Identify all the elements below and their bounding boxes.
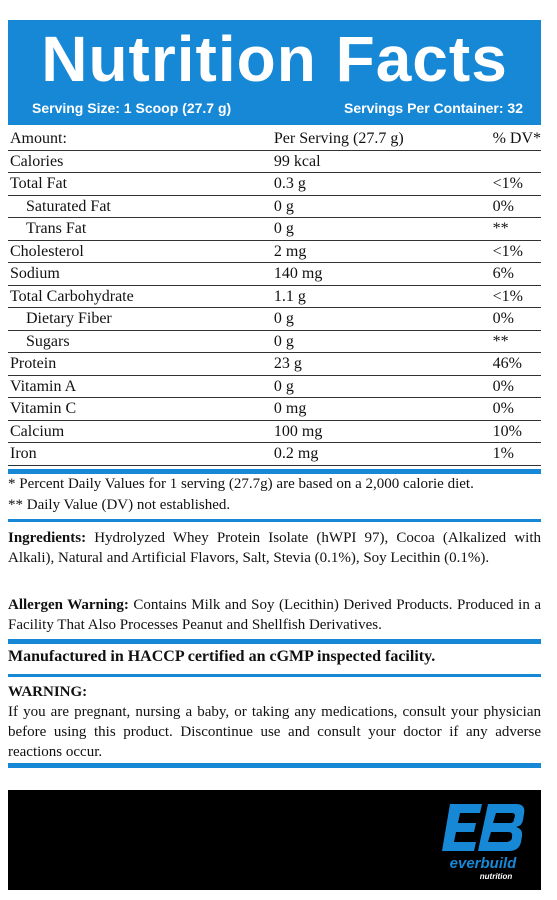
nutrient-daily-value: <1% <box>493 240 541 263</box>
table-header-row <box>8 128 541 150</box>
table-row <box>8 308 541 331</box>
nutrient-daily-value: 10% <box>493 420 541 443</box>
nutrient-name: Total Carbohydrate <box>8 285 274 308</box>
brand-footer <box>8 790 541 890</box>
nutrient-name: Vitamin C <box>8 398 274 421</box>
ingredients-label: Ingredients: <box>8 530 87 546</box>
nutrient-name: Calcium <box>8 420 274 443</box>
servings-per-container: Servings Per Container: 32 <box>344 100 523 116</box>
nutrient-daily-value <box>493 150 541 173</box>
logo-tagline: nutrition <box>479 872 513 881</box>
nutrient-amount: 99 kcal <box>274 150 493 173</box>
nutrient-name: Sugars <box>8 330 274 353</box>
allergen-warning <box>8 595 541 635</box>
allergen-text: Contains Milk and Soy (Lecithin) Derived Products. Produced in a Facility That Also Processes Peanut and Shellfish Derivatives. <box>8 597 541 633</box>
nutrient-name: Iron <box>8 443 274 466</box>
table-row <box>8 173 541 196</box>
nutrient-daily-value: 46% <box>493 353 541 376</box>
everbuild-logo <box>436 798 531 884</box>
nutrient-amount: 140 mg <box>274 263 493 286</box>
footnotes <box>8 474 541 516</box>
table-row <box>8 353 541 376</box>
manufactured-statement: Manufactured in HACCP certified an cGMP inspected facility. <box>8 648 436 665</box>
nutrient-name: Protein <box>8 353 274 376</box>
nutrient-daily-value: 6% <box>493 263 541 286</box>
nutrient-daily-value: 0% <box>493 195 541 218</box>
table-row <box>8 263 541 286</box>
nutrient-name: Trans Fat <box>8 218 274 241</box>
nutrition-table <box>8 128 541 466</box>
divider <box>8 763 541 768</box>
logo-wordmark: everbuild <box>449 855 517 872</box>
nutrient-amount: 100 mg <box>274 420 493 443</box>
divider <box>8 519 541 522</box>
warning <box>8 682 541 762</box>
nutrient-daily-value: <1% <box>493 285 541 308</box>
nutrient-name: Vitamin A <box>8 375 274 398</box>
table-row <box>8 443 541 466</box>
nutrient-amount: 0 g <box>274 375 493 398</box>
nutrient-amount: 2 mg <box>274 240 493 263</box>
nutrient-name: Saturated Fat <box>8 195 274 218</box>
table-row <box>8 330 541 353</box>
nutrient-amount: 0 mg <box>274 398 493 421</box>
warning-title: WARNING: <box>8 684 88 700</box>
nutrient-name: Cholesterol <box>8 240 274 263</box>
nutrient-amount: Per Serving (27.7 g) <box>274 128 493 150</box>
nutrient-daily-value: 0% <box>493 398 541 421</box>
nutrient-daily-value: 1% <box>493 443 541 466</box>
table-row <box>8 398 541 421</box>
table-row <box>8 375 541 398</box>
table-row <box>8 195 541 218</box>
warning-text: If you are pregnant, nursing a baby, or taking any medications, consult your physician before using this product. Discontinue use and consult your doctor if any adverse reactions occur. <box>8 704 541 760</box>
table-row <box>8 150 541 173</box>
nutrient-amount: 0 g <box>274 330 493 353</box>
table-row <box>8 420 541 443</box>
nutrient-amount: 0.2 mg <box>274 443 493 466</box>
ingredients <box>8 528 541 568</box>
table-row <box>8 240 541 263</box>
nutrient-amount: 0 g <box>274 218 493 241</box>
nutrient-daily-value: % DV* <box>493 128 541 150</box>
nutrient-amount: 0 g <box>274 195 493 218</box>
ingredients-text: Hydrolyzed Whey Protein Isolate (hWPI 97), Cocoa (Alkalized with Alkali), Natural and Artificial Flavors, Salt, Stevia (0.1%), Soy Lecithin (0.1%). <box>8 530 541 566</box>
nutrition-header <box>8 20 541 125</box>
divider <box>8 639 541 644</box>
allergen-label: Allergen Warning: <box>8 597 129 613</box>
nutrient-amount: 1.1 g <box>274 285 493 308</box>
nutrient-amount: 23 g <box>274 353 493 376</box>
nutrient-daily-value: 0% <box>493 375 541 398</box>
nutrient-daily-value: ** <box>493 330 541 353</box>
table-row <box>8 285 541 308</box>
nutrient-daily-value: 0% <box>493 308 541 331</box>
nutrient-name: Calories <box>8 150 274 173</box>
nutrient-name: Dietary Fiber <box>8 308 274 331</box>
footnote-not-established: ** Daily Value (DV) not established. <box>8 497 231 513</box>
serving-size: Serving Size: 1 Scoop (27.7 g) <box>32 100 232 116</box>
nutrient-name: Amount: <box>8 128 274 150</box>
nutrient-daily-value: ** <box>493 218 541 241</box>
footnote-dv: * Percent Daily Values for 1 serving (27.7g) are based on a 2,000 calorie diet. <box>8 476 474 492</box>
nutrient-name: Total Fat <box>8 173 274 196</box>
nutrient-daily-value: <1% <box>493 173 541 196</box>
table-row <box>8 218 541 241</box>
nutrient-amount: 0 g <box>274 308 493 331</box>
divider <box>8 674 541 677</box>
nutrient-amount: 0.3 g <box>274 173 493 196</box>
nutrient-name: Sodium <box>8 263 274 286</box>
page-title: Nutrition Facts <box>41 23 508 95</box>
